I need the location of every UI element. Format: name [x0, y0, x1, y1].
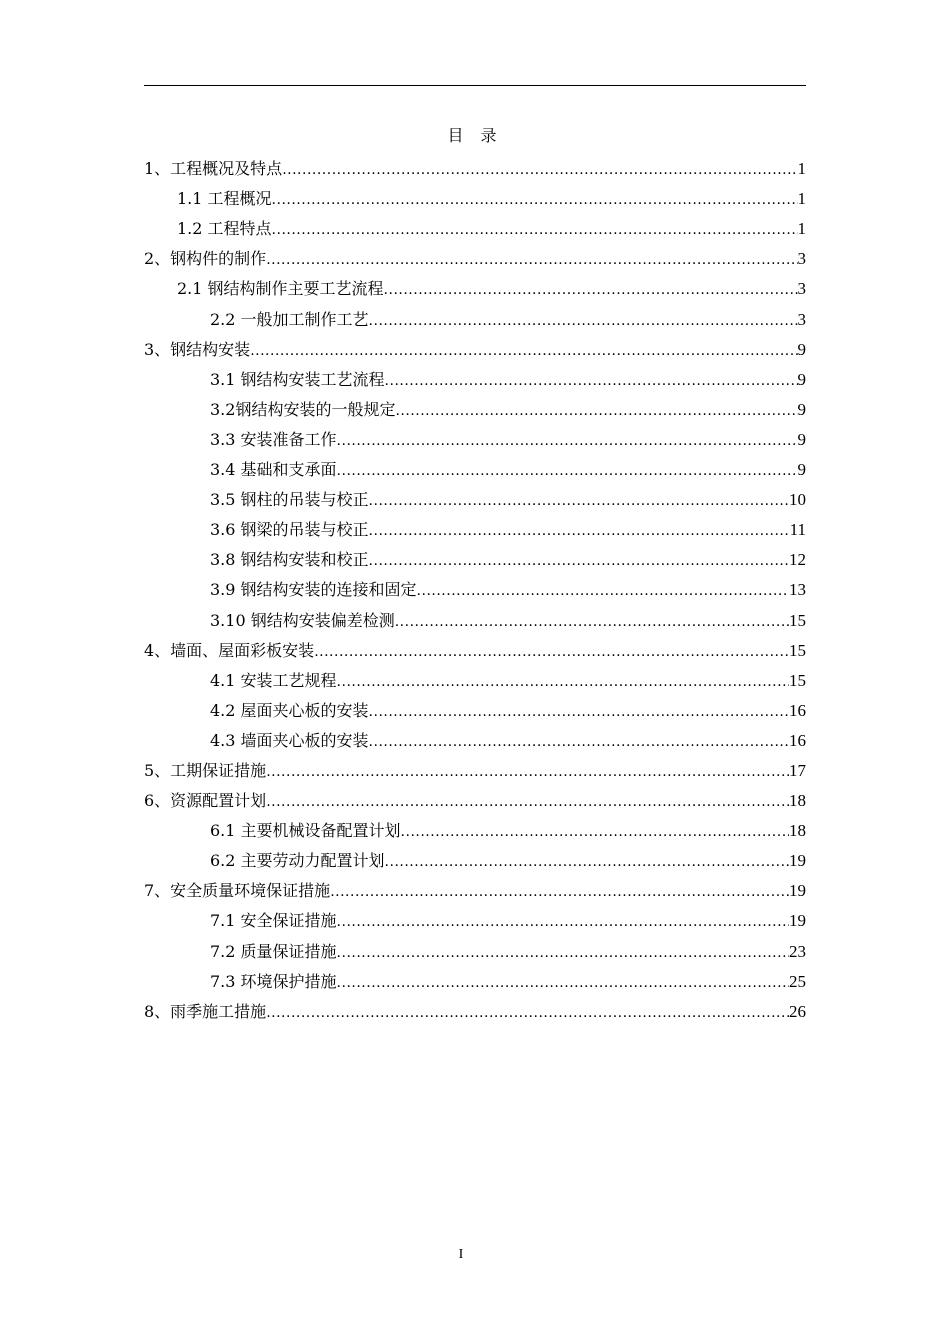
toc-entry-page: 1: [797, 219, 806, 239]
toc-entry-label: 3.4 基础和支承面: [210, 460, 337, 480]
toc-entry-label: 4.3 墙面夹心板的安装: [210, 730, 369, 750]
toc-entry[interactable]: [144, 210, 806, 240]
toc-entry-label: 2.1 钢结构制作主要工艺流程: [177, 279, 384, 299]
toc-entry-page: 9: [797, 369, 806, 389]
toc-entry[interactable]: [144, 391, 806, 421]
toc-entry[interactable]: [144, 692, 806, 722]
toc-entry-label: 6.2 主要劳动力配置计划: [210, 851, 385, 871]
toc-entry-page: 3: [797, 309, 806, 329]
toc-entry-label: 3、钢结构安装: [144, 339, 251, 359]
toc-entry-label: 3.6 钢梁的吊装与校正: [210, 520, 369, 540]
toc-entry-page: 15: [789, 610, 806, 630]
toc-entry[interactable]: [144, 632, 806, 662]
toc-entry-label: 3.3 安装准备工作: [210, 429, 337, 449]
toc-entry-label: 1、工程概况及特点: [144, 159, 283, 179]
toc-entry-label: 3.10 钢结构安装偏差检测: [210, 610, 395, 630]
toc-dot-leader: [401, 820, 789, 842]
toc-entry-page: 15: [789, 640, 806, 660]
toc-entry[interactable]: [144, 481, 806, 511]
page-number: I: [458, 1247, 464, 1262]
toc-entry-page: 26: [789, 1001, 806, 1021]
toc-entry-label: 3.1 钢结构安装工艺流程: [210, 369, 385, 389]
toc-entry-page: 19: [789, 911, 806, 931]
toc-entry[interactable]: [144, 451, 806, 481]
toc-entry-page: 16: [789, 730, 806, 750]
toc-entry-label: 2.2 一般加工制作工艺: [210, 309, 369, 329]
toc-entry[interactable]: [144, 872, 806, 902]
toc-entry[interactable]: [144, 782, 806, 812]
toc-entry[interactable]: [144, 932, 806, 962]
toc-dot-leader: [272, 188, 798, 210]
toc-entry[interactable]: [144, 902, 806, 932]
toc-entry[interactable]: [144, 963, 806, 993]
toc-dot-leader: [369, 489, 789, 511]
toc-entry-page: 18: [789, 791, 806, 811]
toc-entry-label: 8、雨季施工措施: [144, 1001, 267, 1021]
toc-entry[interactable]: [144, 722, 806, 752]
toc-dot-leader: [385, 369, 798, 391]
toc-entry-label: 5、工期保证措施: [144, 760, 267, 780]
toc-entry-page: 15: [789, 670, 806, 690]
toc-entry-label: 7.2 质量保证措施: [210, 941, 337, 961]
toc-dot-leader: [337, 941, 789, 963]
toc-entry[interactable]: [144, 150, 806, 180]
toc-dot-leader: [282, 158, 797, 180]
toc-dot-leader: [384, 278, 798, 300]
toc-entry[interactable]: [144, 993, 806, 1023]
toc-dot-leader: [266, 1001, 789, 1023]
toc-entry-page: 13: [789, 580, 806, 600]
toc-dot-leader: [337, 670, 789, 692]
toc-entry[interactable]: [144, 541, 806, 571]
toc-dot-leader: [337, 910, 789, 932]
toc-dot-leader: [337, 971, 789, 993]
toc-entry-label: 2、钢构件的制作: [144, 249, 267, 269]
toc-entry-page: 1: [797, 159, 806, 179]
toc-entry-label: 7.3 环境保护措施: [210, 971, 337, 991]
toc-entry[interactable]: [144, 180, 806, 210]
toc-entry-page: 12: [789, 550, 806, 570]
toc-entry-page: 17: [789, 760, 806, 780]
toc-dot-leader: [369, 549, 789, 571]
toc-dot-leader: [385, 850, 789, 872]
toc-entry-label: 4.2 屋面夹心板的安装: [210, 700, 369, 720]
toc-dot-leader: [369, 519, 790, 541]
toc-entry[interactable]: [144, 361, 806, 391]
toc-entry-label: 3.5 钢柱的吊装与校正: [210, 490, 369, 510]
toc-entry[interactable]: [144, 601, 806, 631]
toc-title: 目 录: [447, 126, 503, 145]
toc-list: [144, 150, 806, 1023]
toc-entry-page: 10: [789, 490, 806, 510]
toc-entry[interactable]: [144, 571, 806, 601]
toc-entry[interactable]: [144, 662, 806, 692]
toc-entry[interactable]: [144, 752, 806, 782]
toc-entry-label: 1.2 工程特点: [177, 219, 272, 239]
toc-entry-label: 6.1 主要机械设备配置计划: [210, 821, 401, 841]
toc-dot-leader: [417, 579, 789, 601]
toc-entry-label: 3.9 钢结构安装的连接和固定: [210, 580, 417, 600]
toc-entry[interactable]: [144, 300, 806, 330]
toc-entry[interactable]: [144, 331, 806, 361]
toc-dot-leader: [395, 399, 797, 421]
toc-entry[interactable]: [144, 812, 806, 842]
toc-entry[interactable]: [144, 240, 806, 270]
toc-entry-label: 3.8 钢结构安装和校正: [210, 550, 369, 570]
toc-entry-label: 6、资源配置计划: [144, 791, 267, 811]
toc-entry-page: 19: [789, 851, 806, 871]
toc-entry-label: 4.1 安装工艺规程: [210, 670, 337, 690]
toc-dot-leader: [272, 218, 798, 240]
toc-dot-leader: [395, 610, 789, 632]
toc-dot-leader: [330, 880, 789, 902]
toc-dot-leader: [369, 700, 789, 722]
toc-dot-leader: [369, 730, 789, 752]
toc-entry-page: 1: [797, 189, 806, 209]
toc-dot-leader: [337, 459, 798, 481]
toc-entry-label: 3.2钢结构安装的一般规定: [210, 399, 396, 419]
toc-dot-leader: [314, 640, 789, 662]
toc-dot-leader: [369, 309, 798, 331]
toc-entry[interactable]: [144, 842, 806, 872]
toc-entry-page: 3: [797, 249, 806, 269]
toc-entry-page: 3: [797, 279, 806, 299]
toc-entry-page: 18: [789, 821, 806, 841]
header-rule: [144, 85, 806, 86]
toc-entry-page: 23: [789, 941, 806, 961]
toc-entry-label: 1.1 工程概况: [177, 189, 272, 209]
toc-entry-page: 19: [789, 881, 806, 901]
toc-entry-page: 11: [789, 520, 806, 540]
toc-entry-page: 9: [797, 460, 806, 480]
toc-dot-leader: [250, 339, 797, 361]
toc-entry-page: 9: [797, 399, 806, 419]
toc-entry-label: 4、墙面、屋面彩板安装: [144, 640, 315, 660]
toc-entry-page: 16: [789, 700, 806, 720]
toc-dot-leader: [266, 248, 797, 270]
toc-dot-leader: [266, 760, 789, 782]
toc-entry-page: 25: [789, 971, 806, 991]
toc-entry[interactable]: [144, 270, 806, 300]
toc-entry-page: 9: [797, 339, 806, 359]
toc-entry-label: 7.1 安全保证措施: [210, 911, 337, 931]
toc-entry-page: 9: [797, 429, 806, 449]
toc-entry-label: 7、安全质量环境保证措施: [144, 881, 331, 901]
toc-entry[interactable]: [144, 421, 806, 451]
toc-dot-leader: [266, 790, 789, 812]
toc-entry[interactable]: [144, 511, 806, 541]
toc-dot-leader: [337, 429, 798, 451]
